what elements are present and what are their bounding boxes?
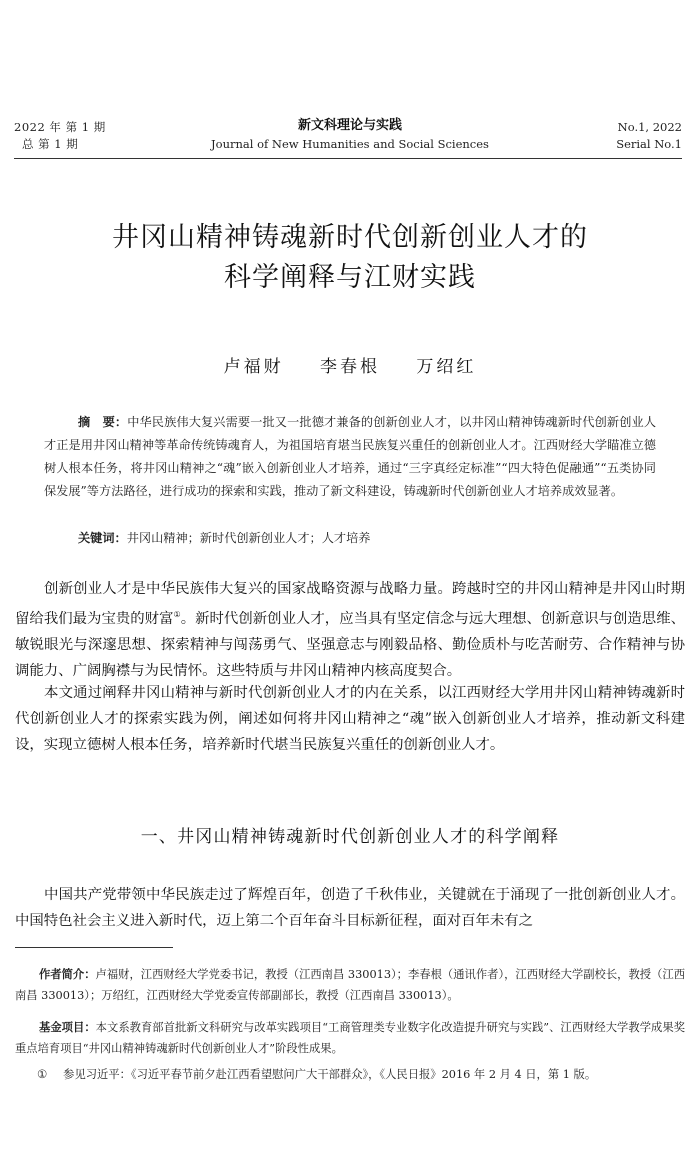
paragraph-text: 创新创业人才是中华民族伟大复兴的国家战略资源与战略力量。跨越时空的井冈山精神是井冈山时期留给我们最为宝贵的财富 (15, 581, 685, 627)
author-note-label: 作者简介： (39, 968, 96, 981)
author-note-text: 卢福财，江西财经大学党委书记，教授（江西南昌 330013）；李春根（通讯作者），江西财经大学副校长，教授（江西南昌 330013）；万绍红，江西财经大学党委宣传部副部长，教授（江西南昌 330013）。 (15, 968, 685, 1002)
footnote-mark: ① (37, 1068, 48, 1081)
footnote (37, 1064, 596, 1085)
title-line-1: 井冈山精神铸魂新时代创新创业人才的 (112, 222, 588, 253)
article-title (0, 218, 700, 298)
serial-number-en: Serial No.1 (616, 137, 682, 151)
abstract-label: 摘 要： (78, 415, 128, 429)
author-name: 李春根 (320, 357, 380, 377)
journal-title-en: Journal of New Humanities and Social Sciences (211, 137, 489, 151)
header-divider (14, 158, 682, 159)
title-line-2: 科学阐释与江财实践 (224, 262, 476, 293)
issue-info-en (616, 119, 682, 153)
journal-title-zh: 新文科理论与实践 (297, 118, 402, 133)
author-name: 卢福财 (223, 357, 284, 377)
footnote-ref[interactable]: ① (173, 610, 181, 619)
fund-note-label: 基金项目： (39, 1021, 96, 1034)
author-note (15, 964, 685, 1006)
footnote-text: 参见习近平：《习近平春节前夕赴江西看望慰问广大干部群众》，《人民日报》2016 年 2 月 4 日，第 1 版。 (63, 1068, 597, 1081)
fund-note-text: 本文系教育部首批新文科研究与改革实践项目“工商管理类专业数字化改造提升研究与实践”、江西财经大学教学成果奖重点培育项目“井冈山精神铸魂新时代创新创业人才”阶段性成果。 (15, 1021, 685, 1055)
issue-total: 总 第 1 期 (22, 137, 79, 151)
issue-year: 2022 年 第 1 期 (14, 120, 106, 134)
paragraph-text: 。新时代创新创业人才，应当具有坚定信念与远大理想、创新意识与创造思维、敏锐眼光与深邃思想、探索精神与闯荡勇气、坚强意志与刚毅品格、勤俭质朴与吃苦耐劳、合作精神与协调能力、广阔胸襟与为民情怀。这些特质与井冈山精神内核高度契合。 (15, 610, 685, 679)
section-heading: 一、井冈山精神铸魂新时代创新创业人才的科学阐释 (140, 827, 560, 847)
author-name: 万绍红 (416, 357, 477, 377)
fund-note (15, 1017, 685, 1059)
body-paragraph: 中国共产党带领中华民族走过了辉煌百年，创造了千秋伟业，关键就在于涌现了一批创新创业人才。中国特色社会主义进入新时代，迈上第二个百年奋斗目标新征程，面对百年未有之 (15, 887, 685, 929)
keywords-label: 关键词： (78, 531, 127, 545)
body-paragraph (15, 576, 685, 684)
abstract (44, 411, 656, 503)
journal-title (0, 117, 700, 153)
issue-number-en: No.1, 2022 (617, 120, 682, 134)
body-paragraph: 本文通过阐释井冈山精神与新时代创新创业人才的内在关系，以江西财经大学用井冈山精神铸魂新时代创新创业人才的探索实践为例，阐述如何将井冈山精神之“魂”嵌入创新创业人才培养，推动新文科建设，实现立德树人根本任务，培养新时代堪当民族复兴重任的创新创业人才。 (15, 685, 685, 753)
author-list (0, 352, 700, 377)
keywords-text: 井冈山精神；新时代创新创业人才；人才培养 (126, 531, 371, 545)
footnote-divider (15, 947, 173, 948)
abstract-text: 中华民族伟大复兴需要一批又一批德才兼备的创新创业人才，以井冈山精神铸魂新时代创新创业人才正是用井冈山精神等革命传统铸魂育人，为祖国培育堪当民族复兴重任的创新创业人才。江西财经大学瞄准立德树人根本任务，将井冈山精神之“魂”嵌入创新创业人才培养，通过“三字真经定标准”“四大特色促融通”“五类协同保发展”等方法路径，进行成功的探索和实践，推动了新文科建设，铸魂新时代创新创业人才培养成效显著。 (44, 415, 657, 498)
keywords (78, 527, 656, 550)
